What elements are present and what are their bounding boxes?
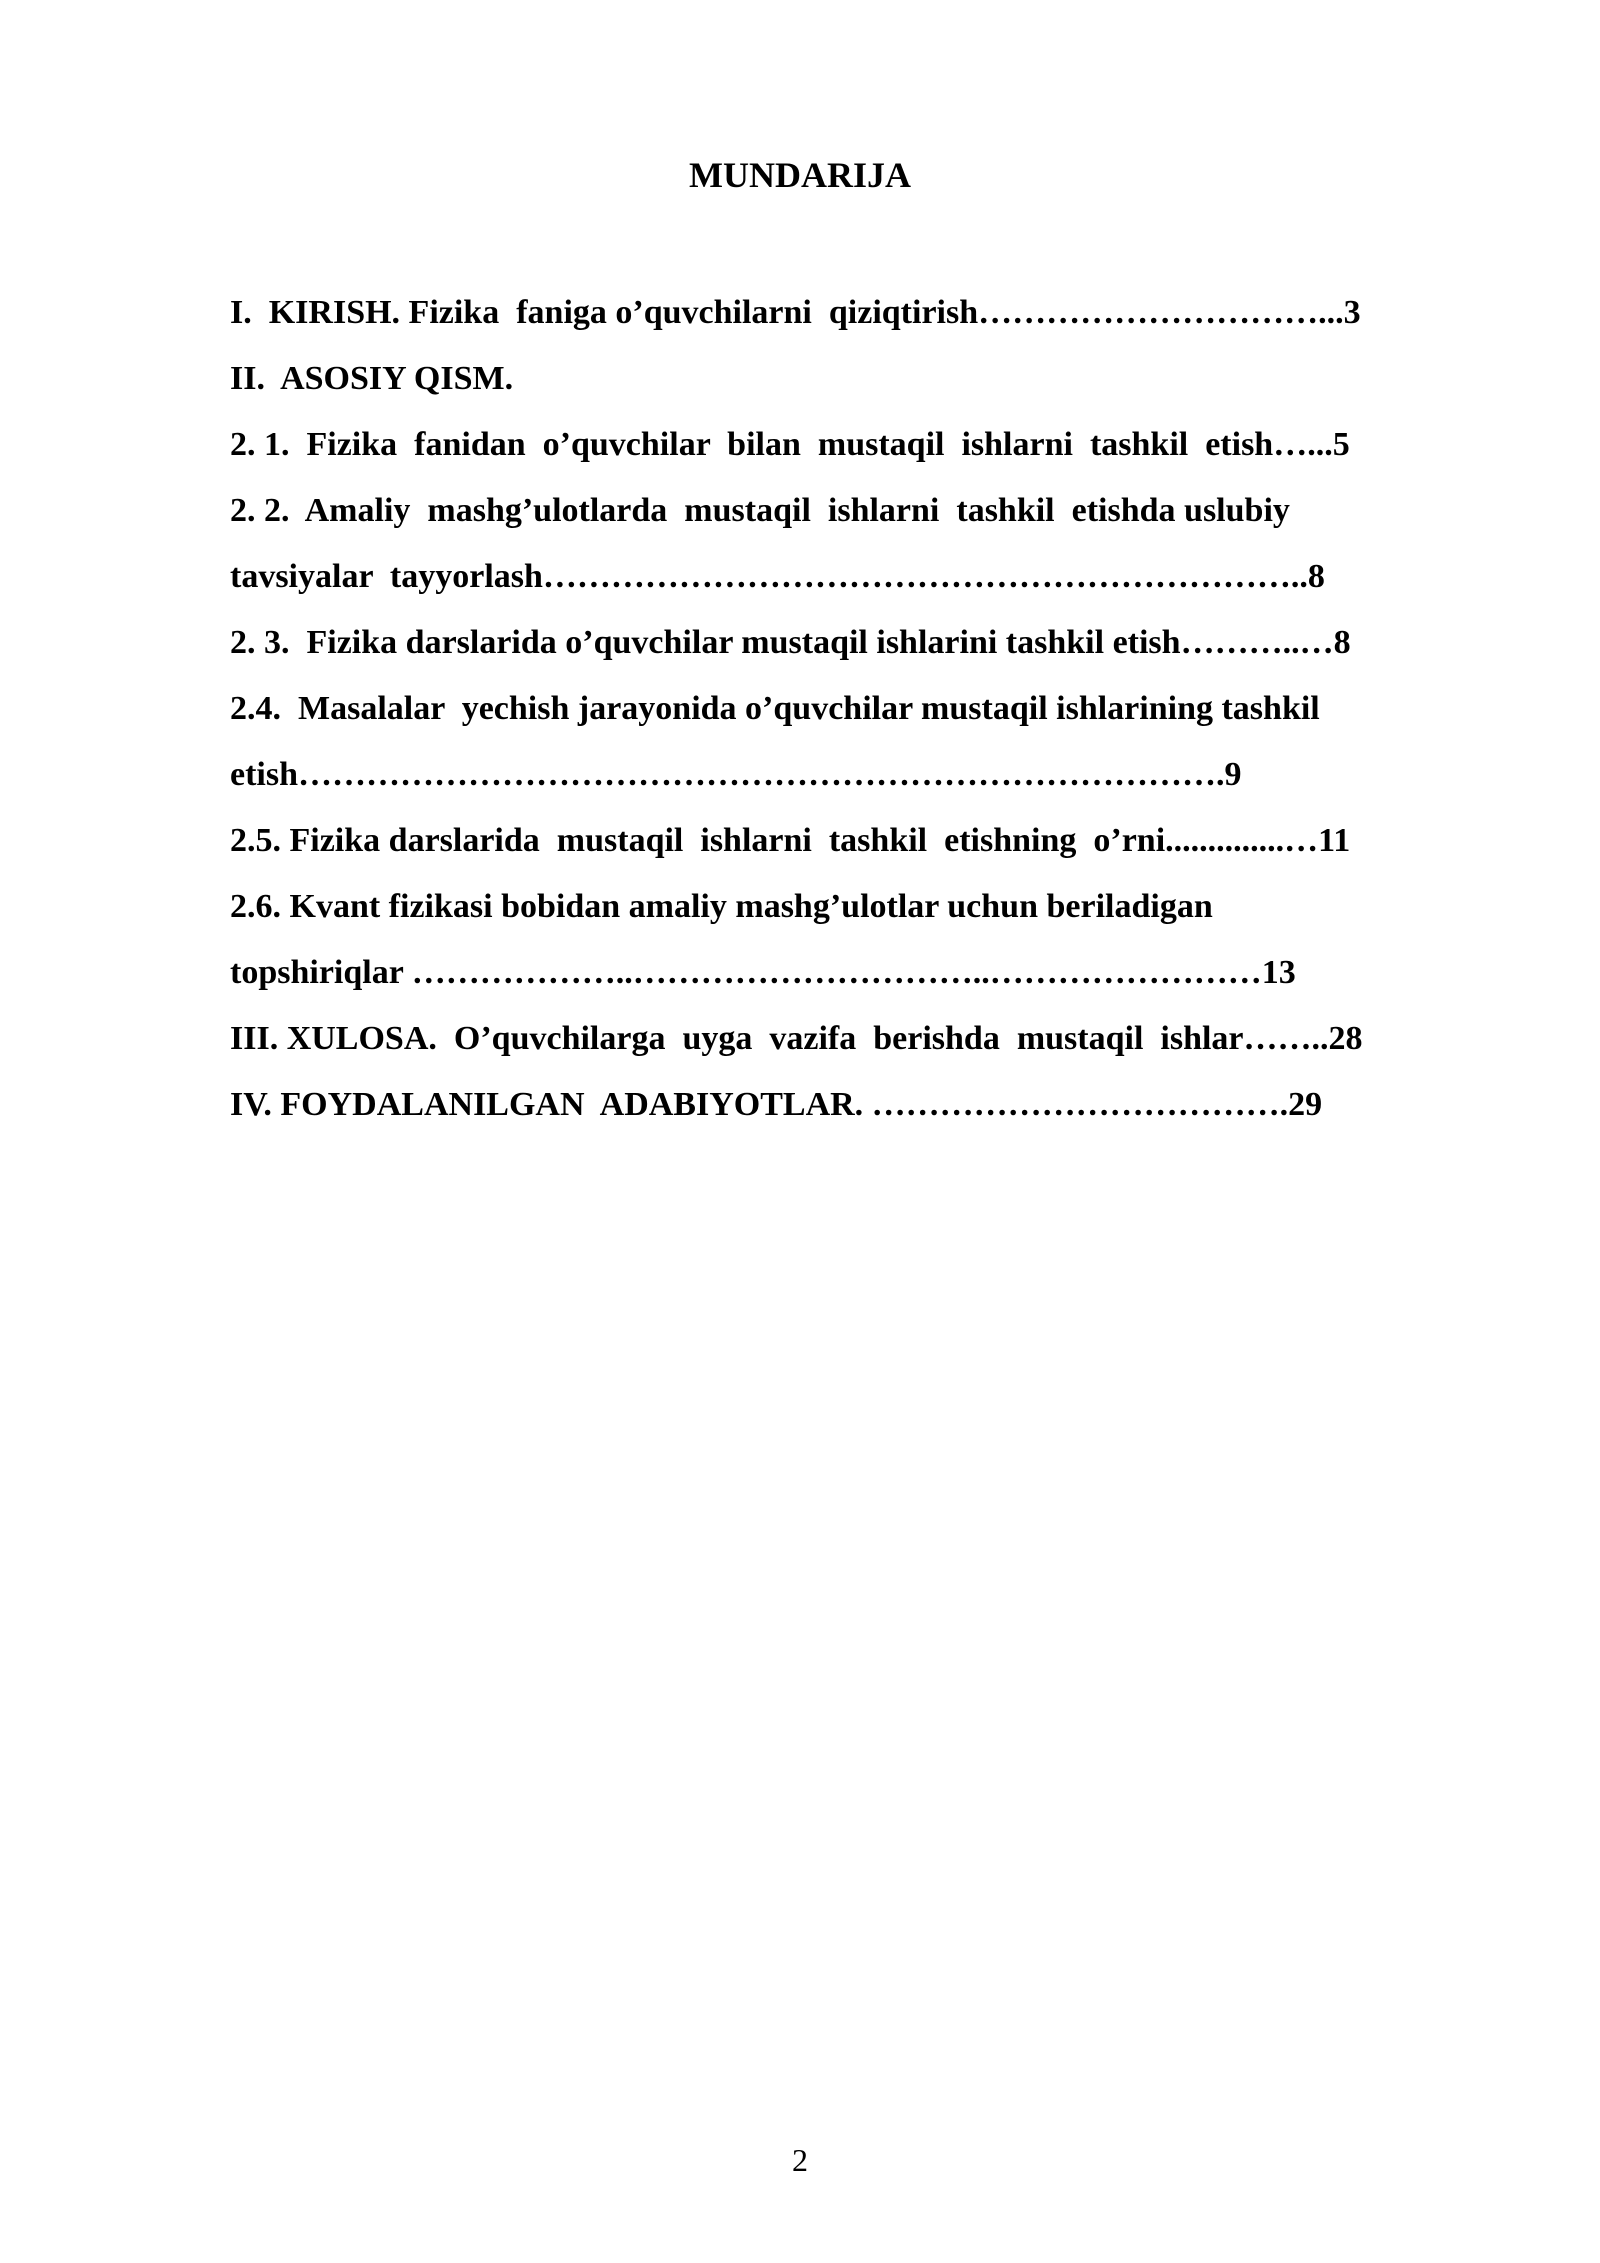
toc-line: IV. FOYDALANILGAN ADABIYOTLAR. ……………………………….29 <box>230 1086 1323 1123</box>
toc-line: 2.6. Kvant fizikasi bobidan amaliy mashg’ulotlar uchun beriladigan <box>230 888 1213 925</box>
page-number: 2 <box>792 2142 808 2178</box>
toc-line: II. ASOSIY QISM. <box>230 360 514 397</box>
toc-line: 2. 1. Fizika fanidan o’quvchilar bilan mustaqil ishlarni tashkil etish…...5 <box>230 426 1350 463</box>
page-title: MUNDARIJA <box>689 155 911 195</box>
toc-line: topshiriqlar ………………..…………………………..……………………13 <box>230 954 1296 991</box>
toc-line: tavsiyalar tayyorlash…………………………………………………………..8 <box>230 558 1325 595</box>
toc-line: 2.5. Fizika darslarida mustaqil ishlarni tashkil etishning o’rni..............…11 <box>230 822 1351 859</box>
toc-line: 2. 3. Fizika darslarida o’quvchilar mustaqil ishlarini tashkil etish………..…8 <box>230 624 1351 661</box>
toc-line: 2. 2. Amaliy mashg’ulotlarda mustaqil ishlarni tashkil etishda uslubiy <box>230 492 1290 529</box>
toc-line: I. KIRISH. Fizika faniga o’quvchilarni qiziqtirish…………………………...3 <box>230 294 1361 331</box>
table-of-contents <box>230 280 1490 1138</box>
toc-line: III. XULOSA. O’quvchilarga uyga vazifa berishda mustaqil ishlar……..28 <box>230 1020 1363 1057</box>
toc-line: 2.4. Masalalar yechish jarayonida o’quvchilar mustaqil ishlarining tashkil <box>230 690 1320 727</box>
toc-line: etish……………………………………………………………………….9 <box>230 756 1242 793</box>
